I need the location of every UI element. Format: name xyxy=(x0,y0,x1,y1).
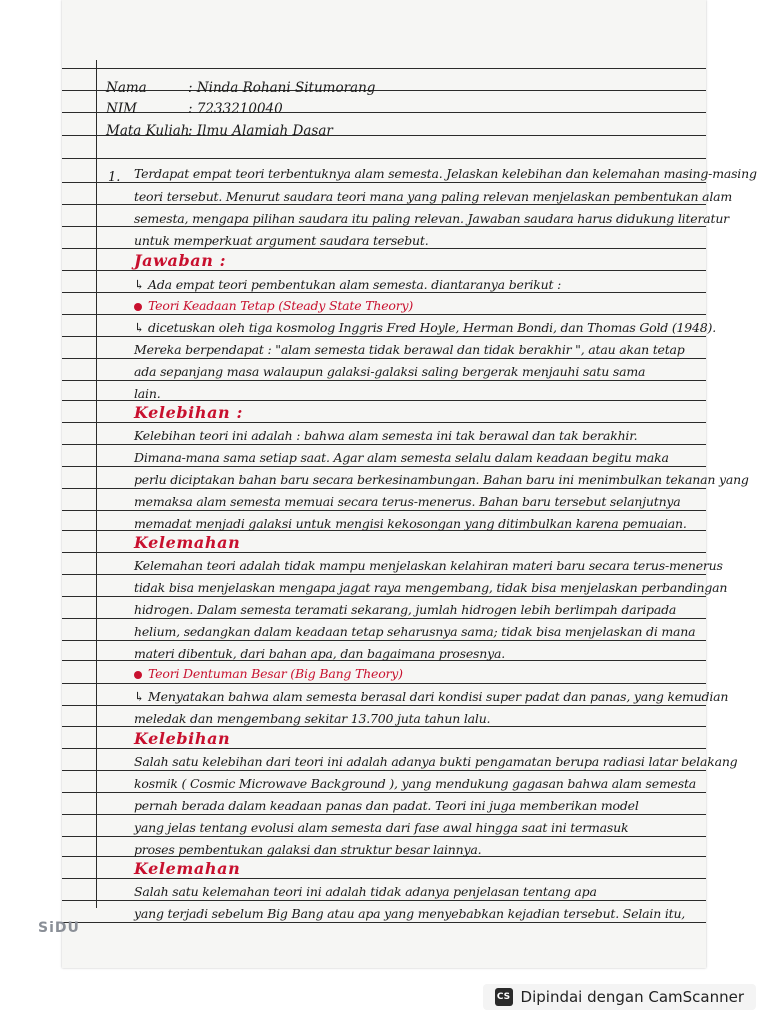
ruled-line xyxy=(62,640,706,641)
theory-heading-steady-state xyxy=(134,298,694,314)
answer-line: ↳ Menyatakan bahwa alam semesta berasal dari kondisi super padat dan panas, yang kemudian xyxy=(134,689,729,704)
answer-line: memaksa alam semesta memuai secara terus-menerus. Bahan baru tersebut selanjutnya xyxy=(134,494,681,509)
ruled-line xyxy=(62,900,706,901)
notebook-page xyxy=(62,0,757,968)
ruled-line xyxy=(62,770,706,771)
ruled-line xyxy=(62,112,706,113)
answer-line: lain. xyxy=(134,386,161,401)
answer-line: tidak bisa menjelaskan mengapa jagat raya mengembang, tidak bisa menjelaskan perbandingan xyxy=(134,580,728,595)
answer-line: kosmik ( Cosmic Microwave Background ), yang mendukung gagasan bahwa alam semesta xyxy=(134,776,697,791)
question-line: teori tersebut. Menurut saudara teori mana yang paling relevan menjelaskan pembentukan alam xyxy=(134,189,733,204)
bullet-dot xyxy=(134,671,142,679)
ruled-line xyxy=(62,336,706,337)
margin-line xyxy=(96,60,97,908)
answer-line: Kelebihan teori ini adalah : bahwa alam semesta ini tak berawal dan tak berakhir. xyxy=(134,428,638,443)
answer-line: Salah satu kelemahan teori ini adalah tidak adanya penjelasan tentang apa xyxy=(134,884,597,899)
question-line: untuk memperkuat argument saudara tersebut. xyxy=(134,233,429,248)
disadvantages-heading: Kelemahan xyxy=(134,533,241,552)
name-value: : Ninda Rohani Situmorang xyxy=(188,80,376,96)
ruled-line xyxy=(62,596,706,597)
bullet-dot xyxy=(134,303,142,311)
answer-line: yang terjadi sebelum Big Bang atau apa yang menyebabkan kejadian tersebut. Selain itu, xyxy=(134,906,686,921)
camscanner-icon: CS xyxy=(495,988,513,1006)
notebook-brand-logo: SiDU xyxy=(38,920,80,936)
ruled-line xyxy=(62,68,706,69)
question-line: semesta, mengapa pilihan saudara itu paling relevan. Jawaban saudara harus didukung literatur xyxy=(134,211,729,226)
ruled-line xyxy=(62,270,706,271)
ruled-line xyxy=(62,488,706,489)
ruled-line xyxy=(62,705,706,706)
answer-line: Kelemahan teori adalah tidak mampu menjelaskan kelahiran materi baru secara terus-menerus xyxy=(134,558,723,573)
advantages-heading: Kelebihan : xyxy=(134,403,243,422)
theory-title: Teori Dentuman Besar (Big Bang Theory) xyxy=(148,666,403,681)
question-number: 1. xyxy=(108,170,121,185)
nim-label: NIM xyxy=(106,101,137,117)
ruled-line xyxy=(62,878,706,879)
answer-line: helium, sedangkan dalam keadaan tetap seharusnya sama; tidak bisa menjelaskan di mana xyxy=(134,624,696,639)
ruled-line xyxy=(62,748,706,749)
nim-value: : 7233210040 xyxy=(188,101,283,117)
answer-heading: Jawaban : xyxy=(134,251,227,270)
ruled-line xyxy=(62,314,706,315)
ruled-line xyxy=(62,792,706,793)
answer-line: memadat menjadi galaksi untuk mengisi kekosongan yang ditimbulkan karena pemuaian. xyxy=(134,516,687,531)
course-label: Mata Kuliah xyxy=(106,123,190,139)
theory-title: Teori Keadaan Tetap (Steady State Theory) xyxy=(148,298,414,313)
ruled-line xyxy=(62,683,706,684)
answer-line: perlu diciptakan bahan baru secara berkesinambungan. Bahan baru ini menimbulkan tekanan yang xyxy=(134,472,749,487)
disadvantages-heading: Kelemahan xyxy=(134,859,241,878)
question-line: Terdapat empat teori terbentuknya alam semesta. Jelaskan kelebihan dan kelemahan masing-masing xyxy=(134,166,757,181)
advantages-heading: Kelebihan xyxy=(134,729,231,748)
name-label: Nama xyxy=(106,80,147,96)
ruled-line xyxy=(62,422,706,423)
ruled-line xyxy=(62,358,706,359)
answer-line: materi dibentuk, dari bahan apa, dan bagaimana prosesnya. xyxy=(134,646,505,661)
answer-line: proses pembentukan galaksi dan struktur besar lainnya. xyxy=(134,842,482,857)
answer-line: yang jelas tentang evolusi alam semesta dari fase awal hingga saat ini termasuk xyxy=(134,820,629,835)
ruled-line xyxy=(62,444,706,445)
answer-line: hidrogen. Dalam semesta teramati sekarang, jumlah hidrogen lebih berlimpah daripada xyxy=(134,602,677,617)
ruled-line xyxy=(62,618,706,619)
answer-line: pernah berada dalam keadaan panas dan padat. Teori ini juga memberikan model xyxy=(134,798,639,813)
ruled-line xyxy=(62,814,706,815)
camscanner-watermark xyxy=(483,984,756,1010)
answer-line: meledak dan mengembang sekitar 13.700 juta tahun lalu. xyxy=(134,711,491,726)
course-value: : Ilmu Alamiah Dasar xyxy=(188,123,333,139)
ruled-line xyxy=(62,922,706,923)
ruled-line xyxy=(62,552,706,553)
answer-line: Salah satu kelebihan dari teori ini adalah adanya bukti pengamatan berupa radiasi latar belakang xyxy=(134,754,738,769)
answer-line: ada sepanjang masa walaupun galaksi-galaksi saling bergerak menjauhi satu sama xyxy=(134,364,646,379)
ruled-line xyxy=(62,158,706,159)
answer-line: Dimana-mana sama setiap saat. Agar alam semesta selalu dalam keadaan begitu maka xyxy=(134,450,669,465)
theory-heading-big-bang xyxy=(134,666,694,682)
ruled-line xyxy=(62,182,706,183)
ruled-line xyxy=(62,90,706,91)
camscanner-text: Dipindai dengan CamScanner xyxy=(520,988,744,1006)
ruled-line xyxy=(62,574,706,575)
ruled-line xyxy=(62,836,706,837)
answer-line: Mereka berpendapat : "alam semesta tidak berawal dan tidak berakhir ", atau akan tetap xyxy=(134,342,685,357)
ruled-line xyxy=(62,466,706,467)
ruled-line xyxy=(62,380,706,381)
ruled-line xyxy=(62,510,706,511)
answer-line: ↳ Ada empat teori pembentukan alam semesta. diantaranya berikut : xyxy=(134,277,562,292)
answer-line: ↳ dicetuskan oleh tiga kosmolog Inggris Fred Hoyle, Herman Bondi, dan Thomas Gold (1948). xyxy=(134,320,716,335)
